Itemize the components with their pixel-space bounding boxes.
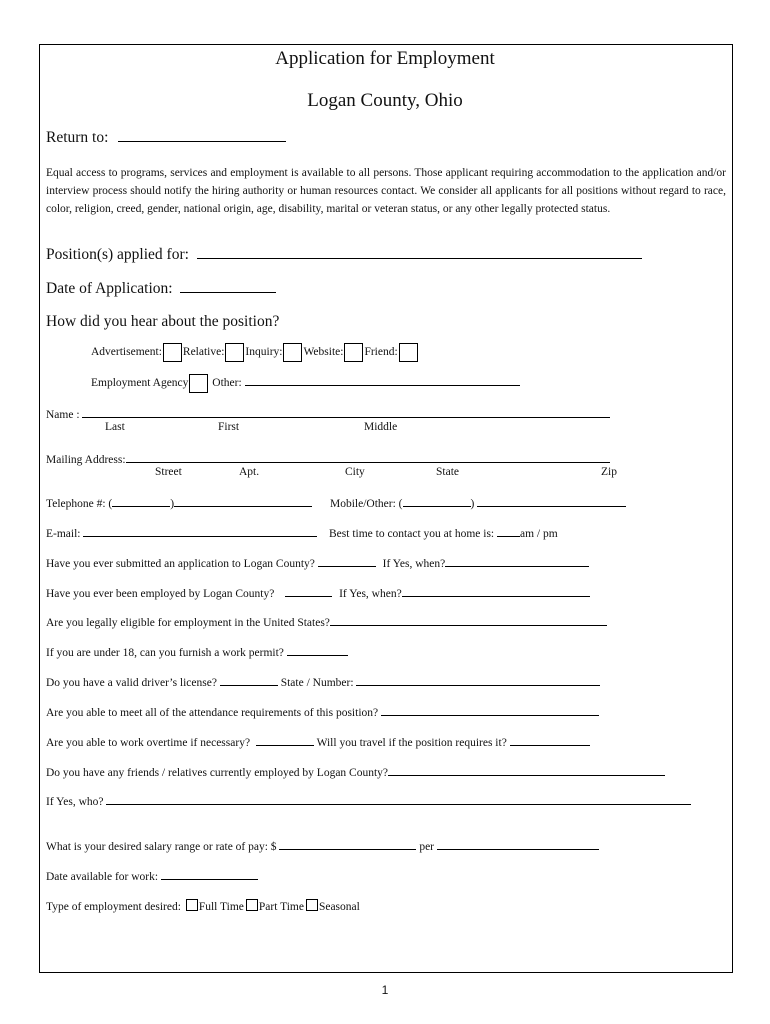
full-time-checkbox[interactable] bbox=[186, 899, 198, 911]
source-relative-checkbox[interactable] bbox=[225, 343, 244, 362]
seasonal-checkbox[interactable] bbox=[306, 899, 318, 911]
name-row bbox=[46, 406, 610, 421]
date-application-field[interactable] bbox=[180, 279, 276, 293]
submitted-question: Have you ever submitted an application to Logan County? bbox=[46, 558, 315, 570]
return-to-row bbox=[46, 128, 286, 147]
salary-row bbox=[46, 838, 599, 853]
per-label: per bbox=[419, 841, 434, 853]
overtime-question: Are you able to work overtime if necessary? bbox=[46, 737, 251, 749]
name-last-label: Last bbox=[105, 421, 125, 433]
form-subtitle: Logan County, Ohio bbox=[307, 90, 463, 111]
date-available-label: Date available for work: bbox=[46, 871, 159, 883]
mobile-area-field[interactable] bbox=[403, 495, 471, 507]
how-hear-label: How did you hear about the position? bbox=[46, 313, 280, 330]
source-inquiry-label: Inquiry: bbox=[245, 346, 283, 358]
type-label: Type of employment desired: bbox=[46, 901, 181, 913]
eligible-field[interactable] bbox=[330, 614, 607, 626]
type-row bbox=[46, 899, 360, 913]
license-question: Do you have a valid driver’s license? bbox=[46, 677, 217, 689]
name-field[interactable] bbox=[82, 406, 610, 418]
source-advertisement-label: Advertisement: bbox=[91, 346, 162, 358]
employed-when-label: If Yes, when? bbox=[339, 588, 402, 600]
source-inquiry-checkbox[interactable] bbox=[283, 343, 302, 362]
address-zip-label: Zip bbox=[601, 466, 617, 478]
travel-question: Will you travel if the position requires it? bbox=[316, 737, 507, 749]
telephone-area-field[interactable] bbox=[112, 495, 170, 507]
travel-field[interactable] bbox=[510, 734, 590, 746]
address-state-label: State bbox=[436, 466, 459, 478]
friends-row bbox=[46, 764, 665, 779]
state-number-label: State / Number: bbox=[280, 677, 354, 689]
return-to-field[interactable] bbox=[118, 128, 286, 142]
other-field[interactable] bbox=[245, 374, 520, 386]
employed-question: Have you ever been employed by Logan County? bbox=[46, 588, 275, 600]
full-time-label: Full Time bbox=[198, 901, 244, 913]
eligible-question: Are you legally eligible for employment in the United States? bbox=[46, 617, 330, 629]
source-row bbox=[91, 341, 419, 363]
attendance-row bbox=[46, 704, 599, 719]
submitted-field[interactable] bbox=[318, 555, 376, 567]
positions-row bbox=[46, 245, 642, 264]
permit-field[interactable] bbox=[287, 644, 348, 656]
ampm-label: am / pm bbox=[520, 528, 558, 540]
name-middle-label: Middle bbox=[364, 421, 398, 433]
submitted-row bbox=[46, 555, 589, 570]
attendance-question: Are you able to meet all of the attendance requirements of this position? bbox=[46, 707, 379, 719]
who-label: If Yes, who? bbox=[46, 796, 104, 808]
equal-access-notice: Equal access to programs, services and employment is available to all persons. Those applicant requiring accommodation to the application and/or interview process should notify the hiring authority or human resources contact. We consider all applicants for all positions without regard to race, color, religion, creed, gender, national origin, age, disability, marital or veteran status, or any other legally protected status. bbox=[46, 167, 726, 215]
eligible-row bbox=[46, 614, 607, 629]
submitted-when-label: If Yes, when? bbox=[382, 558, 446, 570]
license-row bbox=[46, 674, 600, 689]
mobile-row: Mobile/Other: ( ) bbox=[330, 495, 626, 510]
form-title: Application for Employment bbox=[275, 48, 495, 69]
source-advertisement-checkbox[interactable] bbox=[163, 343, 182, 362]
date-application-row bbox=[46, 279, 276, 298]
employed-field[interactable] bbox=[285, 585, 332, 597]
who-field[interactable] bbox=[106, 793, 691, 805]
address-apt-label: Apt. bbox=[239, 466, 260, 478]
date-application-label: Date of Application: bbox=[46, 280, 173, 297]
friends-question: Do you have any friends / relatives currently employed by Logan County? bbox=[46, 767, 389, 779]
permit-question: If you are under 18, can you furnish a work permit? bbox=[46, 647, 284, 659]
email-row bbox=[46, 525, 317, 540]
permit-row bbox=[46, 644, 348, 659]
mobile-field[interactable] bbox=[477, 495, 626, 507]
best-time-field[interactable] bbox=[497, 525, 520, 537]
employed-when-field[interactable] bbox=[402, 585, 590, 597]
date-available-field[interactable] bbox=[161, 868, 258, 880]
return-to-label: Return to: bbox=[46, 129, 109, 146]
address-city-label: City bbox=[345, 466, 365, 478]
salary-label: What is your desired salary range or rate of pay: $ bbox=[46, 841, 277, 853]
telephone-row: Telephone #: ( ) bbox=[46, 495, 312, 510]
page-number: 1 bbox=[381, 983, 389, 997]
date-available-row bbox=[46, 868, 258, 883]
name-label: Name : bbox=[46, 409, 80, 421]
mobile-label: Mobile/Other: ( bbox=[330, 498, 403, 510]
source-website-checkbox[interactable] bbox=[344, 343, 363, 362]
employed-row bbox=[46, 585, 590, 600]
telephone-field[interactable] bbox=[174, 495, 312, 507]
agency-row bbox=[91, 372, 520, 394]
seasonal-label: Seasonal bbox=[318, 901, 360, 913]
per-field[interactable] bbox=[437, 838, 599, 850]
name-first-label: First bbox=[218, 421, 240, 433]
source-friend-checkbox[interactable] bbox=[399, 343, 418, 362]
telephone-label: Telephone #: ( bbox=[46, 498, 113, 510]
state-number-field[interactable] bbox=[356, 674, 600, 686]
submitted-when-field[interactable] bbox=[445, 555, 589, 567]
license-field[interactable] bbox=[220, 674, 278, 686]
friends-field[interactable] bbox=[388, 764, 665, 776]
email-field[interactable] bbox=[83, 525, 317, 537]
who-row bbox=[46, 793, 691, 808]
source-relative-label: Relative: bbox=[182, 346, 225, 358]
email-label: E-mail: bbox=[46, 528, 81, 540]
source-website-label: Website: bbox=[303, 346, 344, 358]
mailing-label: Mailing Address: bbox=[46, 454, 126, 466]
source-friend-label: Friend: bbox=[364, 346, 398, 358]
agency-label: Employment Agency bbox=[91, 377, 189, 389]
other-label: Other: bbox=[212, 377, 242, 389]
mailing-row bbox=[46, 451, 610, 466]
address-street-label: Street bbox=[155, 466, 182, 478]
best-time-label: Best time to contact you at home is: bbox=[329, 528, 495, 540]
part-time-label: Part Time bbox=[258, 901, 304, 913]
positions-field[interactable] bbox=[197, 245, 642, 259]
overtime-row bbox=[46, 734, 590, 749]
attendance-field[interactable] bbox=[381, 704, 599, 716]
agency-checkbox[interactable] bbox=[189, 374, 208, 393]
salary-field[interactable] bbox=[279, 838, 416, 850]
positions-label: Position(s) applied for: bbox=[46, 246, 189, 263]
overtime-field[interactable] bbox=[256, 734, 314, 746]
best-time-row bbox=[329, 525, 558, 540]
mailing-field[interactable] bbox=[126, 451, 610, 463]
part-time-checkbox[interactable] bbox=[246, 899, 258, 911]
